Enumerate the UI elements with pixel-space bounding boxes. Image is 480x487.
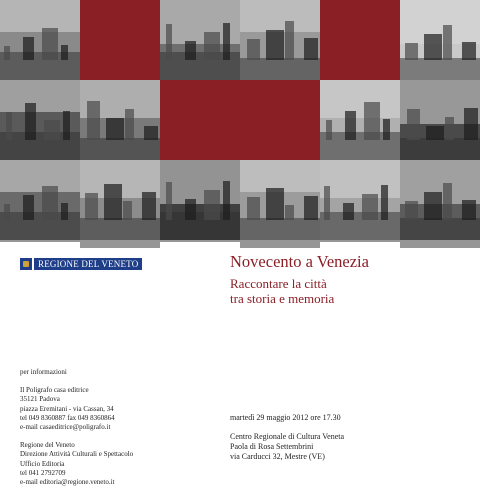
photo-street-houses — [80, 160, 160, 240]
photo-market-stalls — [160, 160, 240, 240]
red-tile — [160, 80, 240, 160]
photo-beach-pavilion — [320, 80, 400, 160]
photo-boat-lagoon — [0, 0, 80, 80]
info-heading: per informazioni — [20, 368, 67, 376]
photo-stair-tower — [400, 80, 480, 160]
logo-wordmark: REGIONE DEL VENETO — [34, 258, 142, 270]
region-office: Ufficio Editoria — [20, 459, 65, 468]
veneto-lion-icon — [20, 258, 32, 270]
red-tile — [320, 0, 400, 80]
publisher-phone: tel 049 8360887 fax 049 8360864 — [20, 413, 115, 422]
red-tile — [80, 0, 160, 80]
event-date: martedì 29 maggio 2012 ore 17.30 — [230, 413, 341, 422]
region-name: Regione del Veneto — [20, 441, 75, 450]
publisher-address: piazza Eremitani - via Cassan, 34 — [20, 404, 114, 413]
regione-veneto-logo — [20, 258, 142, 270]
subtitle-line-2: tra storia e memoria — [230, 291, 335, 306]
photo-lido-beach — [240, 160, 320, 240]
photo-flooded-square — [320, 160, 400, 240]
event-address: via Carducci 32, Mestre (VE) — [230, 452, 325, 461]
photo-worker-portrait — [0, 80, 80, 160]
event-venue-2: Paola di Rosa Settembrini — [230, 442, 314, 451]
event-venue-1: Centro Regionale di Cultura Veneta — [230, 432, 345, 441]
photo-crowd-flags — [0, 160, 80, 240]
photo-industrial-chimneys — [240, 0, 320, 80]
contact-info — [20, 368, 133, 487]
photo-factory-workers — [80, 80, 160, 160]
photo-modern-building — [400, 0, 480, 80]
photo-mosaic — [0, 0, 480, 240]
photo-boats-harbor — [400, 160, 480, 240]
region-email[interactable]: e-mail editoria@regione.veneto.it — [20, 478, 115, 487]
red-tile — [240, 80, 320, 160]
publisher-email[interactable]: e-mail casaeditrice@poligrafo.it — [20, 423, 111, 432]
event-details — [230, 413, 344, 462]
page-subtitle — [230, 276, 334, 306]
page-title: Novecento a Venezia — [230, 252, 369, 271]
region-dept: Direzione Attività Culturali e Spettacolo — [20, 450, 134, 459]
publisher-name: Il Poligrafo casa editrice — [20, 386, 89, 395]
publisher-cap: 35121 Padova — [20, 395, 60, 404]
region-phone: tel 041 2792709 — [20, 468, 66, 477]
subtitle-line-1: Raccontare la città — [230, 276, 327, 291]
photo-aerial-island — [160, 0, 240, 80]
